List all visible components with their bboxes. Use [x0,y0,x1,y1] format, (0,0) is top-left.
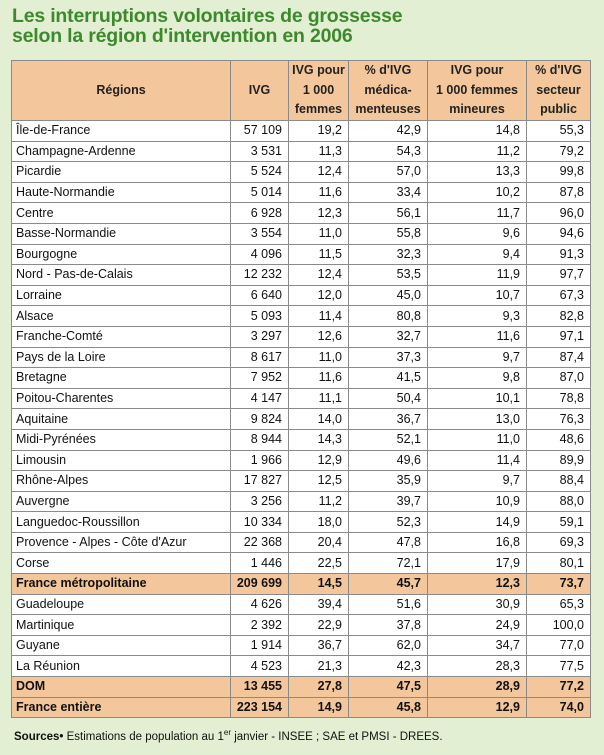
region-cell: Guadeloupe [12,594,231,615]
public-share-cell: 87,0 [527,368,591,389]
table-row [12,368,591,389]
ivg-count-cell: 22 368 [231,532,289,553]
public-share-cell: 88,4 [527,471,591,492]
ivg-rate-cell: 11,3 [289,141,349,162]
minor-rate-cell: 17,9 [428,553,527,574]
public-share-cell: 80,1 [527,553,591,574]
table-row [12,244,591,265]
region-cell: France métropolitaine [12,574,231,595]
header-public-share-line: secteur [536,82,581,97]
table-row [12,656,591,677]
total-row [12,574,591,595]
region-cell: Martinique [12,615,231,636]
ivg-rate-cell: 27,8 [289,677,349,698]
minor-rate-cell: 10,9 [428,491,527,512]
header-minor-rate-line: IVG pour [450,63,504,78]
header-medication-share-line: menteuses [355,102,421,117]
public-share-cell: 78,8 [527,388,591,409]
ivg-count-cell: 5 014 [231,182,289,203]
header-ivg [231,61,289,121]
ivg-count-cell: 17 827 [231,471,289,492]
header-ivg-line: IVG [248,82,271,97]
region-cell: Lorraine [12,285,231,306]
medication-share-cell: 45,8 [349,697,428,718]
ivg-count-cell: 9 824 [231,409,289,430]
ivg-rate-cell: 19,2 [289,121,349,142]
table-row [12,594,591,615]
ivg-count-cell: 6 640 [231,285,289,306]
table-row [12,285,591,306]
ivg-count-cell: 6 928 [231,203,289,224]
table-row [12,162,591,183]
ivg-count-cell: 12 232 [231,265,289,286]
medication-share-cell: 55,8 [349,223,428,244]
medication-share-cell: 35,9 [349,471,428,492]
minor-rate-cell: 10,7 [428,285,527,306]
minor-rate-cell: 28,3 [428,656,527,677]
ivg-count-cell: 2 392 [231,615,289,636]
table-row [12,203,591,224]
ivg-rate-cell: 22,9 [289,615,349,636]
ivg-rate-cell: 36,7 [289,635,349,656]
public-share-cell: 91,3 [527,244,591,265]
medication-share-cell: 47,5 [349,677,428,698]
ivg-count-cell: 1 914 [231,635,289,656]
region-cell: Franche-Comté [12,326,231,347]
table-row [12,553,591,574]
ivg-count-cell: 8 944 [231,429,289,450]
minor-rate-cell: 16,8 [428,532,527,553]
medication-share-cell: 62,0 [349,635,428,656]
region-cell: Pays de la Loire [12,347,231,368]
ivg-rate-cell: 12,9 [289,450,349,471]
ivg-rate-cell: 20,4 [289,532,349,553]
public-share-cell: 65,3 [527,594,591,615]
minor-rate-cell: 34,7 [428,635,527,656]
region-cell: France entière [12,697,231,718]
public-share-cell: 88,0 [527,491,591,512]
ivg-region-table [11,60,591,718]
table-row [12,326,591,347]
minor-rate-cell: 9,3 [428,306,527,327]
minor-rate-cell: 28,9 [428,677,527,698]
minor-rate-cell: 11,0 [428,429,527,450]
public-share-cell: 79,2 [527,141,591,162]
table-row [12,182,591,203]
medication-share-cell: 32,3 [349,244,428,265]
ivg-count-cell: 3 554 [231,223,289,244]
header-ivg-rate-line: IVG pour [292,63,345,78]
ivg-rate-cell: 12,5 [289,471,349,492]
public-share-cell: 55,3 [527,121,591,142]
medication-share-cell: 39,7 [349,491,428,512]
sources-bullet: • [59,730,64,743]
ivg-rate-cell: 11,0 [289,347,349,368]
table-row [12,347,591,368]
minor-rate-cell: 9,4 [428,244,527,265]
medication-share-cell: 33,4 [349,182,428,203]
public-share-cell: 77,5 [527,656,591,677]
header-medication-share-line: médica- [364,82,412,97]
table-header [12,61,591,121]
sources-text-before: Estimations de population au 1 [63,730,224,743]
header-public-share-line: public [540,102,577,117]
region-cell: Nord - Pas-de-Calais [12,265,231,286]
ivg-count-cell: 4 626 [231,594,289,615]
minor-rate-cell: 9,6 [428,223,527,244]
total-row [12,697,591,718]
header-minor-rate-line: mineures [449,102,505,117]
public-share-cell: 76,3 [527,409,591,430]
table-row [12,429,591,450]
minor-rate-cell: 12,9 [428,697,527,718]
title-line-2: selon la région d'intervention en 2006 [12,25,353,47]
public-share-cell: 87,4 [527,347,591,368]
ivg-rate-cell: 12,3 [289,203,349,224]
ivg-rate-cell: 11,4 [289,306,349,327]
public-share-cell: 67,3 [527,285,591,306]
minor-rate-cell: 11,7 [428,203,527,224]
ivg-rate-cell: 12,4 [289,162,349,183]
header-minor-rate [428,61,527,121]
public-share-cell: 87,8 [527,182,591,203]
header-ivg-rate [289,61,349,121]
public-share-cell: 73,7 [527,574,591,595]
ivg-count-cell: 4 523 [231,656,289,677]
minor-rate-cell: 30,9 [428,594,527,615]
minor-rate-cell: 13,0 [428,409,527,430]
medication-share-cell: 53,5 [349,265,428,286]
sources-text-after: janvier - INSEE ; SAE et PMSI - DREES. [231,730,443,743]
public-share-cell: 69,3 [527,532,591,553]
ivg-count-cell: 57 109 [231,121,289,142]
table-row [12,491,591,512]
ivg-rate-cell: 11,6 [289,368,349,389]
public-share-cell: 100,0 [527,615,591,636]
minor-rate-cell: 14,9 [428,512,527,533]
header-ivg-rate-line: 1 000 [302,82,335,97]
ivg-rate-cell: 11,5 [289,244,349,265]
public-share-cell: 77,0 [527,635,591,656]
region-cell: Auvergne [12,491,231,512]
ivg-rate-cell: 39,4 [289,594,349,615]
total-row [12,677,591,698]
minor-rate-cell: 24,9 [428,615,527,636]
minor-rate-cell: 14,8 [428,121,527,142]
table-row [12,265,591,286]
table-row [12,121,591,142]
table-row [12,223,591,244]
ivg-count-cell: 5 093 [231,306,289,327]
header-row [12,61,591,121]
region-cell: Centre [12,203,231,224]
title-line-1: Les interruptions volontaires de grossesse [12,5,403,27]
ivg-rate-cell: 11,6 [289,182,349,203]
ivg-count-cell: 3 531 [231,141,289,162]
ivg-count-cell: 3 256 [231,491,289,512]
region-cell: Basse-Normandie [12,223,231,244]
table-row [12,615,591,636]
ivg-rate-cell: 14,0 [289,409,349,430]
table-row [12,635,591,656]
medication-share-cell: 80,8 [349,306,428,327]
ivg-count-cell: 1 446 [231,553,289,574]
ivg-count-cell: 8 617 [231,347,289,368]
public-share-cell: 94,6 [527,223,591,244]
region-cell: La Réunion [12,656,231,677]
table-row [12,141,591,162]
header-medication-share-line: % d'IVG [364,63,412,78]
public-share-cell: 48,6 [527,429,591,450]
public-share-cell: 74,0 [527,697,591,718]
ivg-rate-cell: 18,0 [289,512,349,533]
region-cell: Île-de-France [12,121,231,142]
ivg-count-cell: 10 334 [231,512,289,533]
region-cell: Picardie [12,162,231,183]
public-share-cell: 97,1 [527,326,591,347]
medication-share-cell: 72,1 [349,553,428,574]
region-cell: Bourgogne [12,244,231,265]
ivg-rate-cell: 12,0 [289,285,349,306]
medication-share-cell: 41,5 [349,368,428,389]
region-cell: Champagne-Ardenne [12,141,231,162]
region-cell: Aquitaine [12,409,231,430]
ivg-rate-cell: 12,6 [289,326,349,347]
public-share-cell: 99,8 [527,162,591,183]
table-row [12,306,591,327]
minor-rate-cell: 9,7 [428,347,527,368]
header-public-share [527,61,591,121]
medication-share-cell: 56,1 [349,203,428,224]
table-row [12,409,591,430]
sources-label: Sources [14,730,60,743]
ivg-count-cell: 4 096 [231,244,289,265]
medication-share-cell: 42,9 [349,121,428,142]
ivg-rate-cell: 14,3 [289,429,349,450]
region-cell: Bretagne [12,368,231,389]
public-share-cell: 89,9 [527,450,591,471]
ivg-count-cell: 209 699 [231,574,289,595]
region-cell: Haute-Normandie [12,182,231,203]
medication-share-cell: 52,1 [349,429,428,450]
public-share-cell: 82,8 [527,306,591,327]
ivg-count-cell: 1 966 [231,450,289,471]
minor-rate-cell: 11,4 [428,450,527,471]
minor-rate-cell: 10,2 [428,182,527,203]
minor-rate-cell: 11,6 [428,326,527,347]
medication-share-cell: 54,3 [349,141,428,162]
minor-rate-cell: 11,2 [428,141,527,162]
header-regions-line: Régions [96,82,146,97]
table-row [12,532,591,553]
region-cell: Midi-Pyrénées [12,429,231,450]
region-cell: Languedoc-Roussillon [12,512,231,533]
medication-share-cell: 37,3 [349,347,428,368]
medication-share-cell: 45,0 [349,285,428,306]
ivg-count-cell: 223 154 [231,697,289,718]
ivg-rate-cell: 12,4 [289,265,349,286]
region-cell: DOM [12,677,231,698]
header-regions [12,61,231,121]
ivg-rate-cell: 14,9 [289,697,349,718]
ivg-rate-cell: 22,5 [289,553,349,574]
region-cell: Guyane [12,635,231,656]
ivg-count-cell: 5 524 [231,162,289,183]
header-public-share-line: % d'IVG [535,63,582,78]
table-body [12,121,591,718]
page-title [12,6,592,46]
public-share-cell: 77,2 [527,677,591,698]
header-ivg-rate-line: femmes [294,102,343,117]
medication-share-cell: 37,8 [349,615,428,636]
ivg-rate-cell: 11,0 [289,223,349,244]
minor-rate-cell: 9,7 [428,471,527,492]
medication-share-cell: 42,3 [349,656,428,677]
minor-rate-cell: 12,3 [428,574,527,595]
minor-rate-cell: 9,8 [428,368,527,389]
sources-note [14,728,594,743]
medication-share-cell: 57,0 [349,162,428,183]
public-share-cell: 96,0 [527,203,591,224]
public-share-cell: 59,1 [527,512,591,533]
medication-share-cell: 32,7 [349,326,428,347]
medication-share-cell: 49,6 [349,450,428,471]
table-row [12,388,591,409]
table-row [12,471,591,492]
medication-share-cell: 36,7 [349,409,428,430]
ivg-rate-cell: 14,5 [289,574,349,595]
ivg-rate-cell: 21,3 [289,656,349,677]
region-cell: Rhône-Alpes [12,471,231,492]
table-row [12,512,591,533]
medication-share-cell: 45,7 [349,574,428,595]
ivg-rate-cell: 11,1 [289,388,349,409]
public-share-cell: 97,7 [527,265,591,286]
minor-rate-cell: 11,9 [428,265,527,286]
header-minor-rate-line: 1 000 femmes [435,82,518,97]
region-cell: Limousin [12,450,231,471]
medication-share-cell: 47,8 [349,532,428,553]
header-medication-share [349,61,428,121]
sources-superscript: er [223,728,232,737]
region-cell: Provence - Alpes - Côte d'Azur [12,532,231,553]
region-cell: Alsace [12,306,231,327]
ivg-count-cell: 7 952 [231,368,289,389]
ivg-count-cell: 3 297 [231,326,289,347]
table-row [12,450,591,471]
minor-rate-cell: 13,3 [428,162,527,183]
region-cell: Corse [12,553,231,574]
ivg-rate-cell: 11,2 [289,491,349,512]
ivg-count-cell: 4 147 [231,388,289,409]
minor-rate-cell: 10,1 [428,388,527,409]
region-cell: Poitou-Charentes [12,388,231,409]
medication-share-cell: 50,4 [349,388,428,409]
ivg-count-cell: 13 455 [231,677,289,698]
medication-share-cell: 51,6 [349,594,428,615]
medication-share-cell: 52,3 [349,512,428,533]
